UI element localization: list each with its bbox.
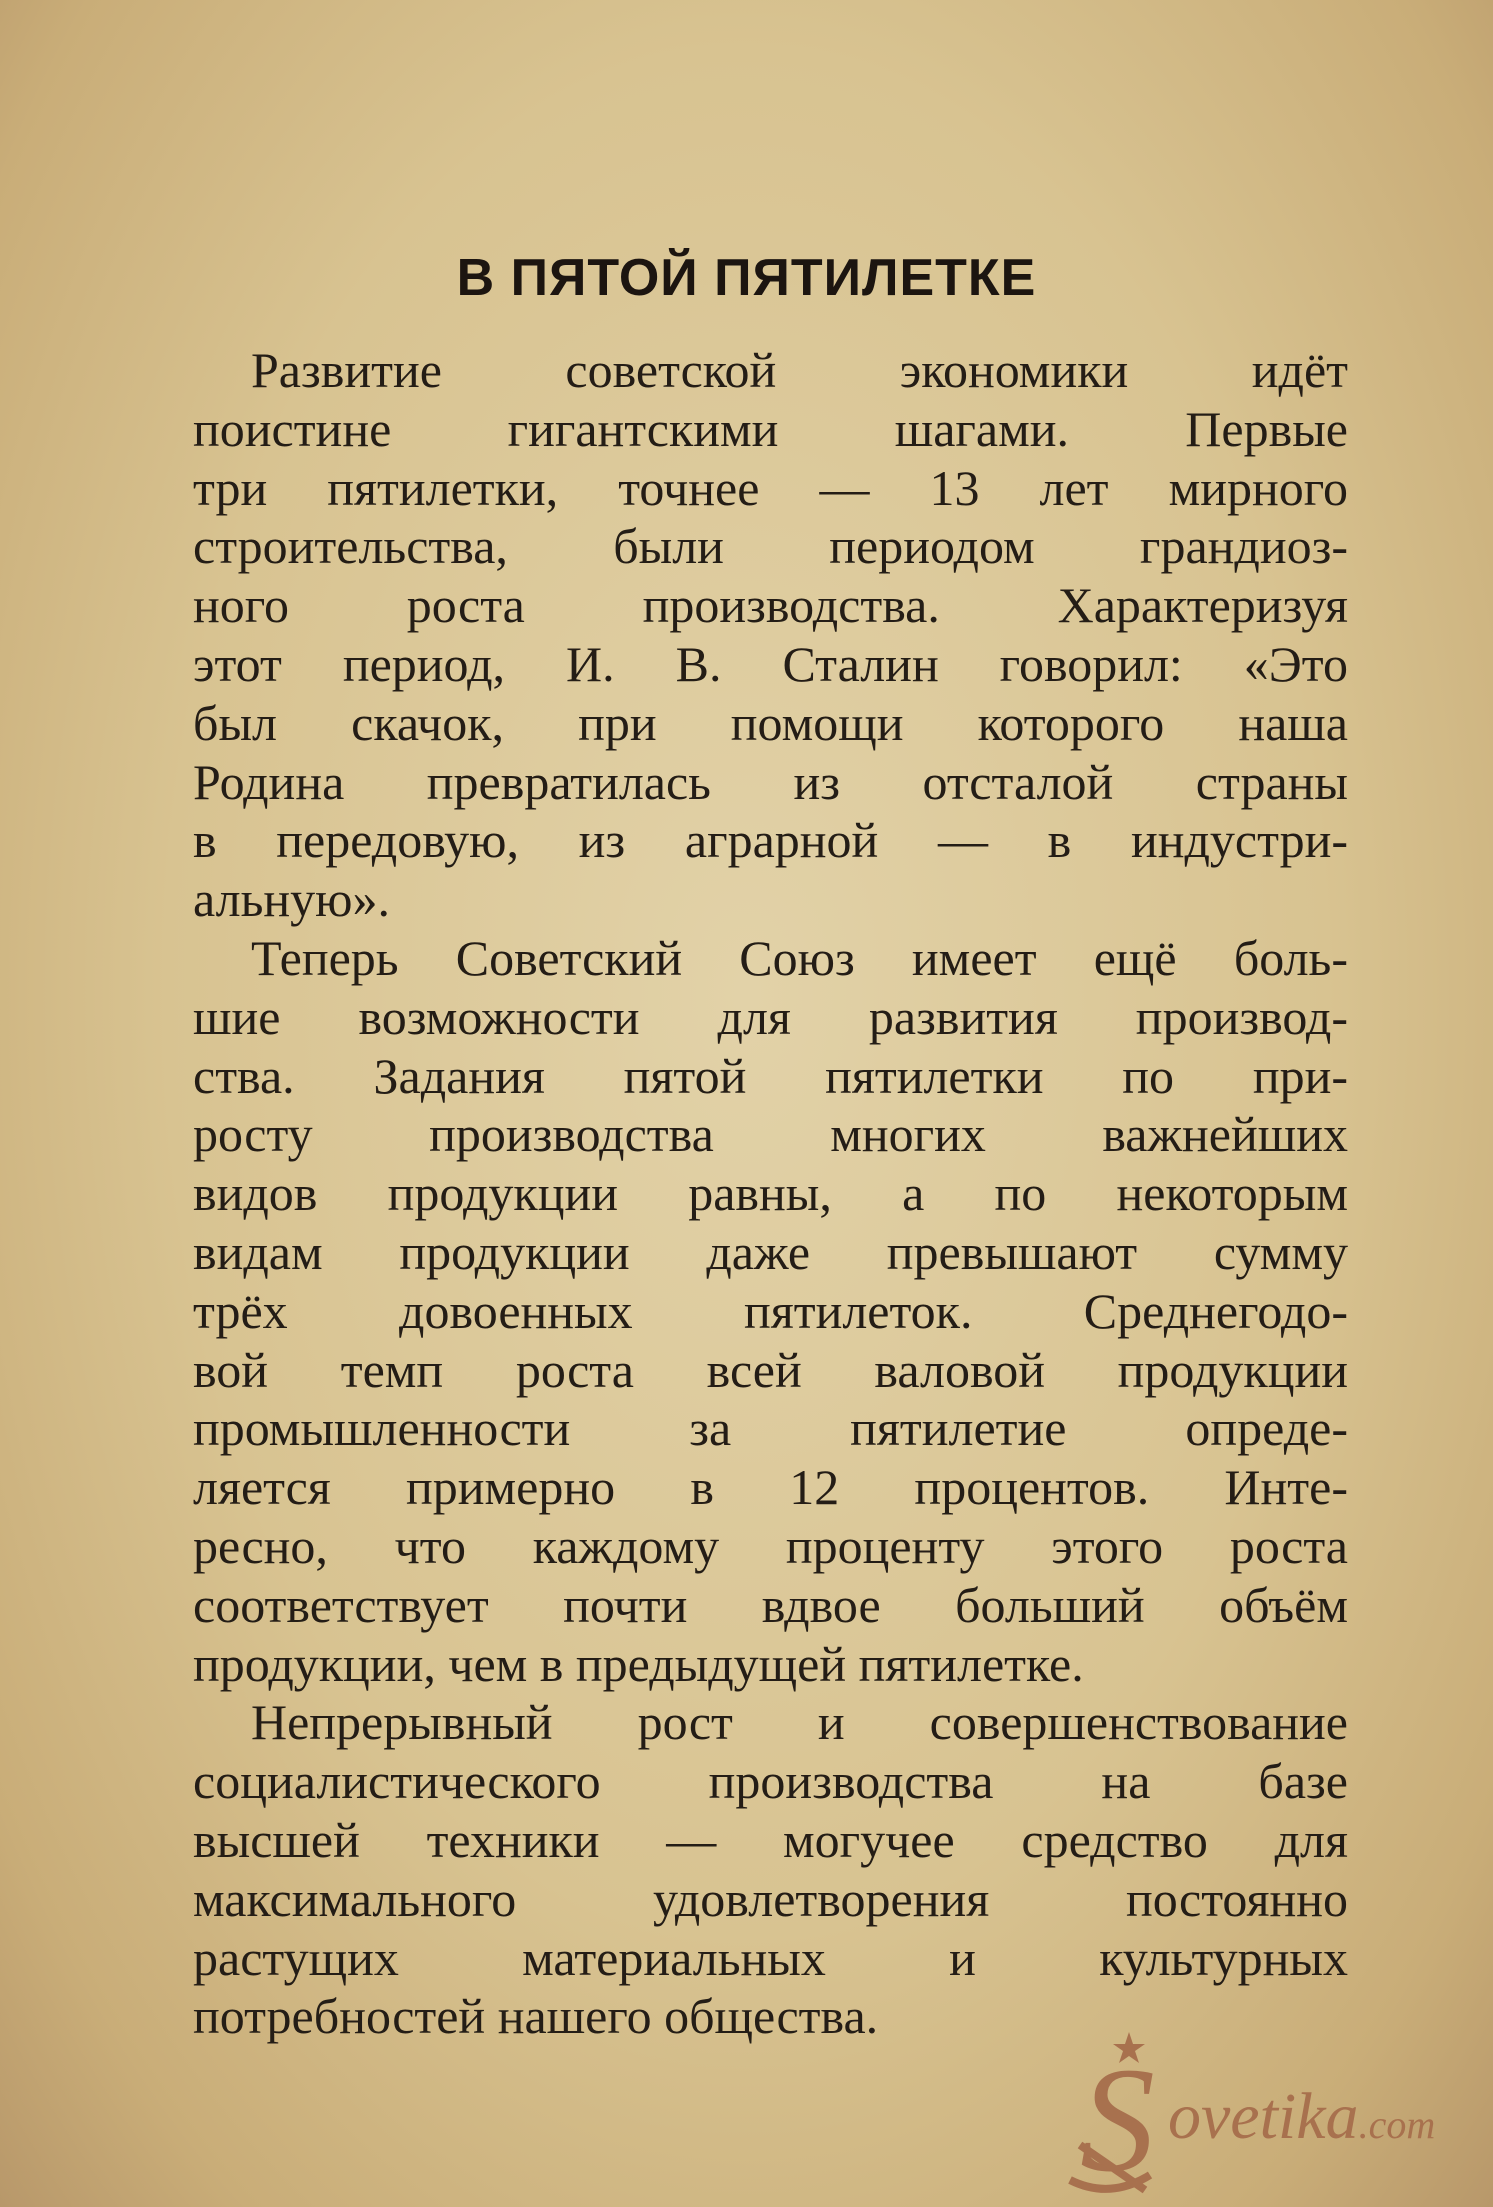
text-line — [193, 517, 1348, 576]
page-title: В ПЯТОЙ ПЯТИЛЕТКЕ — [456, 249, 1037, 307]
text-line-content: социалистического производства на базе — [193, 1753, 1348, 1810]
text-line-content: Теперь Советский Союз имеет ещё боль- — [251, 929, 1348, 986]
text-line-content: видам продукции даже превышают сумму — [193, 1223, 1348, 1280]
text-line-content: растущих материальных и культурных — [193, 1929, 1348, 1986]
text-line-content: в передовую, из аграрной — в индустри- — [193, 812, 1348, 869]
text-line-content: Родина превратилась из отсталой страны — [193, 753, 1348, 810]
text-line-content: ресно, что каждому проценту этого роста — [193, 1517, 1348, 1574]
text-line — [193, 753, 1348, 812]
text-line — [193, 1164, 1348, 1223]
text-line — [193, 341, 1348, 400]
text-line — [193, 929, 1348, 988]
text-line — [193, 1752, 1348, 1811]
text-line-content: ного роста производства. Характеризуя — [193, 577, 1348, 634]
text-line — [193, 1105, 1348, 1164]
sovetika-watermark-logo — [1050, 2010, 1490, 2200]
text-line-content: максимального удовлетворения постоянно — [193, 1870, 1348, 1927]
text-line-content: вой темп роста всей валовой продукции — [193, 1341, 1348, 1398]
text-line — [193, 1047, 1348, 1106]
text-line-content: шие возможности для развития производ- — [193, 988, 1348, 1045]
text-line — [193, 1223, 1348, 1282]
text-line — [193, 1693, 1348, 1752]
text-line-content: ства. Задания пятой пятилетки по при- — [193, 1047, 1348, 1104]
text-line — [193, 635, 1348, 694]
text-line-content: Непрерывный рост и совершенствование — [251, 1694, 1348, 1751]
text-line-content: был скачок, при помощи которого наша — [193, 694, 1348, 751]
text-line — [193, 576, 1348, 635]
text-line — [193, 1929, 1348, 1988]
text-line — [193, 694, 1348, 753]
svg-text:S: S — [1080, 2037, 1155, 2200]
text-line — [193, 1399, 1348, 1458]
text-line — [193, 1635, 1348, 1694]
text-line — [193, 811, 1348, 870]
text-line — [193, 988, 1348, 1047]
text-line-content: росту производства многих важнейших — [193, 1106, 1348, 1163]
text-line-content: высшей техники — могучее средство для — [193, 1811, 1348, 1868]
svg-text:ovetika.com: ovetika.com — [1168, 2080, 1436, 2153]
text-line-content: три пятилетки, точнее — 13 лет мирного — [193, 459, 1348, 516]
text-line — [193, 1517, 1348, 1576]
text-line-content: ляется примерно в 12 процентов. Инте- — [193, 1459, 1348, 1516]
text-line — [193, 459, 1348, 518]
text-line-content: видов продукции равны, а по некоторым — [193, 1165, 1348, 1222]
text-line-content: этот период, И. В. Сталин говорил: «Это — [193, 635, 1348, 692]
text-line — [193, 1811, 1348, 1870]
text-line-content: Развитие советской экономики идёт — [251, 342, 1348, 398]
text-line — [193, 1341, 1348, 1400]
text-line — [193, 1576, 1348, 1635]
text-line — [193, 1282, 1348, 1341]
text-line-content: продукции, чем в предыдущей пятилетке. — [193, 1635, 1084, 1692]
text-line-content: строительства, были периодом грандиоз- — [193, 518, 1348, 575]
text-line — [193, 1870, 1348, 1929]
article-body — [193, 341, 1348, 2046]
text-line-content: соответствует почти вдвое больший объём — [193, 1576, 1348, 1633]
text-line-content: промышленности за пятилетие опреде- — [193, 1400, 1348, 1457]
text-line — [193, 1458, 1348, 1517]
text-line — [193, 870, 1348, 929]
text-line-content: поистине гигантскими шагами. Первые — [193, 400, 1348, 457]
text-line-content: потребностей нашего общества. — [193, 1988, 879, 2045]
text-line — [193, 400, 1348, 459]
text-line-content: трёх довоенных пятилеток. Среднегодо- — [193, 1282, 1348, 1339]
text-line-content: альную». — [193, 871, 390, 928]
